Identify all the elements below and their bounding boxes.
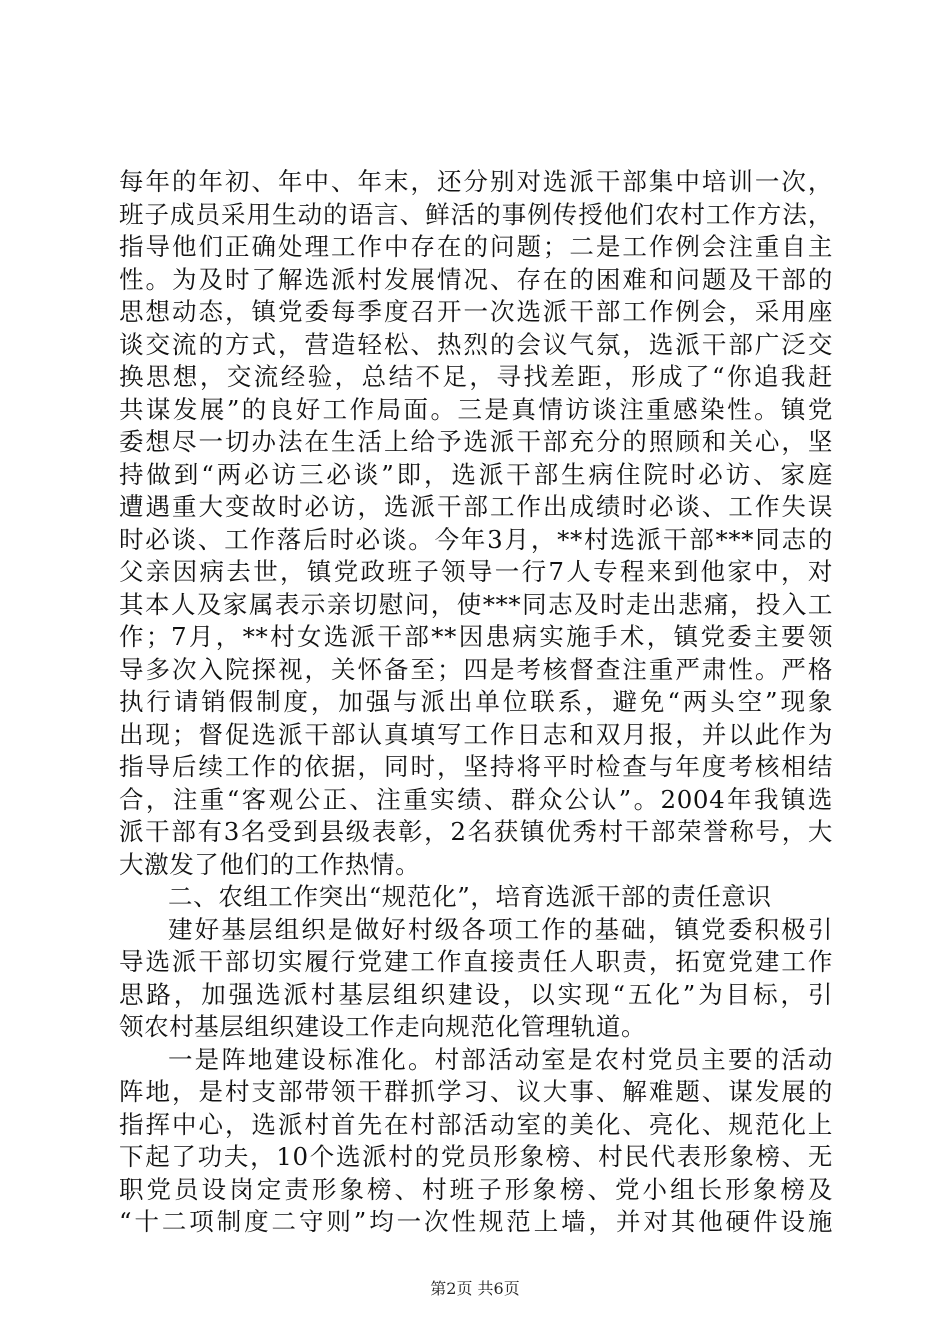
- text-line: 作；7月，**村女选派干部**因患病实施手术，镇党委主要领: [119, 622, 833, 651]
- text-line: 建好基层组织是做好村级各项工作的基础，镇党委积极引: [168, 914, 833, 944]
- text-line: 导多次入院探视，关怀备至；四是考核督查注重严肃性。严格: [119, 654, 833, 684]
- text-line: 指导他们正确处理工作中存在的问题；二是工作例会注重自主: [119, 232, 833, 261]
- text-line: 委想尽一切办法在生活上给予选派干部充分的照顾和关心，坚: [119, 427, 833, 456]
- text-line: 出现；督促选派干部认真填写工作日志和双月报，并以此作为: [119, 719, 833, 749]
- text-line: 大激发了他们的工作热情。: [119, 849, 421, 879]
- text-line: 导选派干部切实履行党建工作直接责任人职责，拓宽党建工作: [119, 947, 833, 976]
- text-line: 时必谈、工作落后时必谈。今年3月，**村选派干部***同志的: [119, 524, 833, 554]
- text-line: “十二项制度二守则”均一次性规范上墙，并对其他硬件设施: [119, 1207, 833, 1236]
- document-body: [119, 166, 833, 1239]
- text-line: 职党员设岗定责形象榜、村班子形象榜、党小组长形象榜及: [119, 1174, 833, 1204]
- text-line: 共谋发展”的良好工作局面。三是真情访谈注重感染性。镇党: [119, 394, 833, 424]
- text-line: 其本人及家属表示亲切慰问，使***同志及时走出悲痛，投入工: [119, 589, 833, 619]
- text-line: 班子成员采用生动的语言、鲜活的事例传授他们农村工作方法，: [119, 199, 833, 229]
- text-line: 遭遇重大变故时必访，选派干部工作出成绩时必谈、工作失误: [119, 492, 833, 521]
- text-line: 下起了功夫，10个选派村的党员形象榜、村民代表形象榜、无: [119, 1142, 833, 1171]
- text-line: 思想动态，镇党委每季度召开一次选派干部工作例会，采用座: [119, 297, 833, 326]
- text-line: 阵地，是村支部带领干群抓学习、议大事、解难题、谋发展的: [119, 1077, 833, 1106]
- text-line: 持做到“两必访三必谈”即，选派干部生病住院时必访、家庭: [119, 459, 833, 489]
- text-line: 合，注重“客观公正、注重实绩、群众公认”。2004年我镇选: [119, 784, 833, 814]
- text-line: 谈交流的方式，营造轻松、热烈的会议气氛，选派干部广泛交: [119, 329, 833, 359]
- text-line: 思路，加强选派村基层组织建设，以实现“五化”为目标，引: [119, 979, 833, 1009]
- section-heading: 二、农组工作突出“规范化”，培育选派干部的责任意识: [168, 882, 772, 911]
- text-line: 执行请销假制度，加强与派出单位联系，避免“两头空”现象: [119, 687, 833, 716]
- text-line: 性。为及时了解选派村发展情况、存在的困难和问题及干部的: [119, 264, 833, 294]
- text-line: 每年的年初、年中、年末，还分别对选派干部集中培训一次，: [119, 167, 833, 196]
- text-line: 换思想，交流经验，总结不足，寻找差距，形成了“你追我赶: [119, 362, 833, 391]
- text-line: 指挥中心，选派村首先在村部活动室的美化、亮化、规范化上: [119, 1109, 833, 1139]
- text-line: 领农村基层组织建设工作走向规范化管理轨道。: [119, 1012, 647, 1041]
- text-line: 派干部有3名受到县级表彰，2名获镇优秀村干部荣誉称号，大: [119, 817, 833, 846]
- text-line: 指导后续工作的依据，同时，坚持将平时检查与年度考核相结: [119, 752, 833, 781]
- text-line: 一是阵地建设标准化。村部活动室是农村党员主要的活动: [168, 1044, 833, 1074]
- text-line: 父亲因病去世，镇党政班子领导一行7人专程来到他家中，对: [119, 557, 833, 586]
- page-number-footer: 第2页 共6页: [430, 1279, 520, 1298]
